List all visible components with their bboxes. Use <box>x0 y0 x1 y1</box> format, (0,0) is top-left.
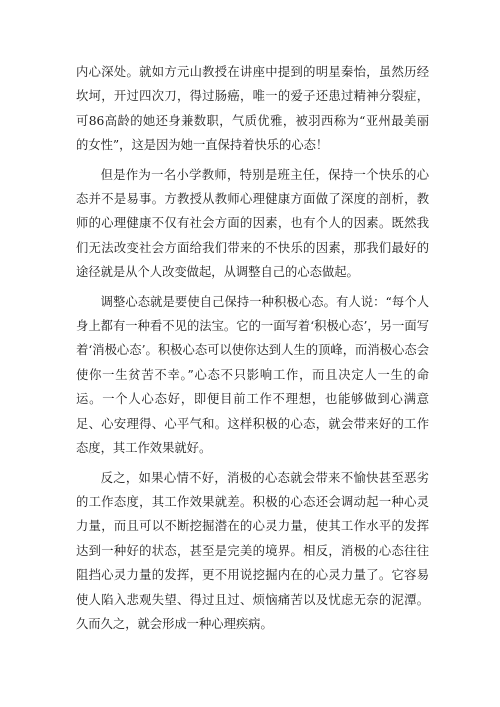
paragraph-2: 但是作为一名小学教师，特别是班主任，保持一个快乐的心态并不是易事。方教授从教师心理健康方面做了深度的剖析，教师的心理健康不仅有社会方面的因素，也有个人的因素。既然我们无法改变社会方面给我们带来的不快乐的因素，那我们最好的途径就是从个人改变做起，从调整自己的心态做起。 <box>76 167 429 280</box>
document-body <box>76 60 429 641</box>
paragraph-1: 内心深处。就如方元山教授在讲座中提到的明星秦怡，虽然历经坎坷，开过四次刀，得过肠癌，唯一的爱子还患过精神分裂症，可86高龄的她还身兼数职，气质优雅，被羽西称为“亚州最美丽的女性”，这是因为她一直保持着快乐的心态！ <box>76 65 429 153</box>
paragraph-3: 调整心态就是要使自己保持一种积极心态。有人说：“每个人身上都有一种看不见的法宝。它的一面写着‘积极心态’，另一面写着‘消极心态’。积极心态可以使你达到人生的顶峰，而消极心态会使你一生贫苦不幸。”心态不只影响工作，而且决定人一生的命运。一个人心态好，即便目前工作不理想，也能够做到心满意足、心安理得、心平气和。这样积极的心态，就会带来好的工作态度，其工作效果就好。 <box>76 294 429 456</box>
paragraph-4: 反之，如果心情不好，消极的心态就会带来不愉快甚至恶劣的工作态度，其工作效果就差。积极的心态还会调动起一种心灵力量，而且可以不断挖掘潜在的心灵力量，使其工作水平的发挥达到一种好的状态，甚至是完美的境界。相反，消极的心态往往阻挡心灵力量的发挥，更不用说挖掘内在的心灵力量了。它容易使人陷入悲观失望、得过且过、烦恼痛苦以及忧虑无奈的泥潭。久而久之，就会形成一种心理疾病。 <box>76 470 429 631</box>
